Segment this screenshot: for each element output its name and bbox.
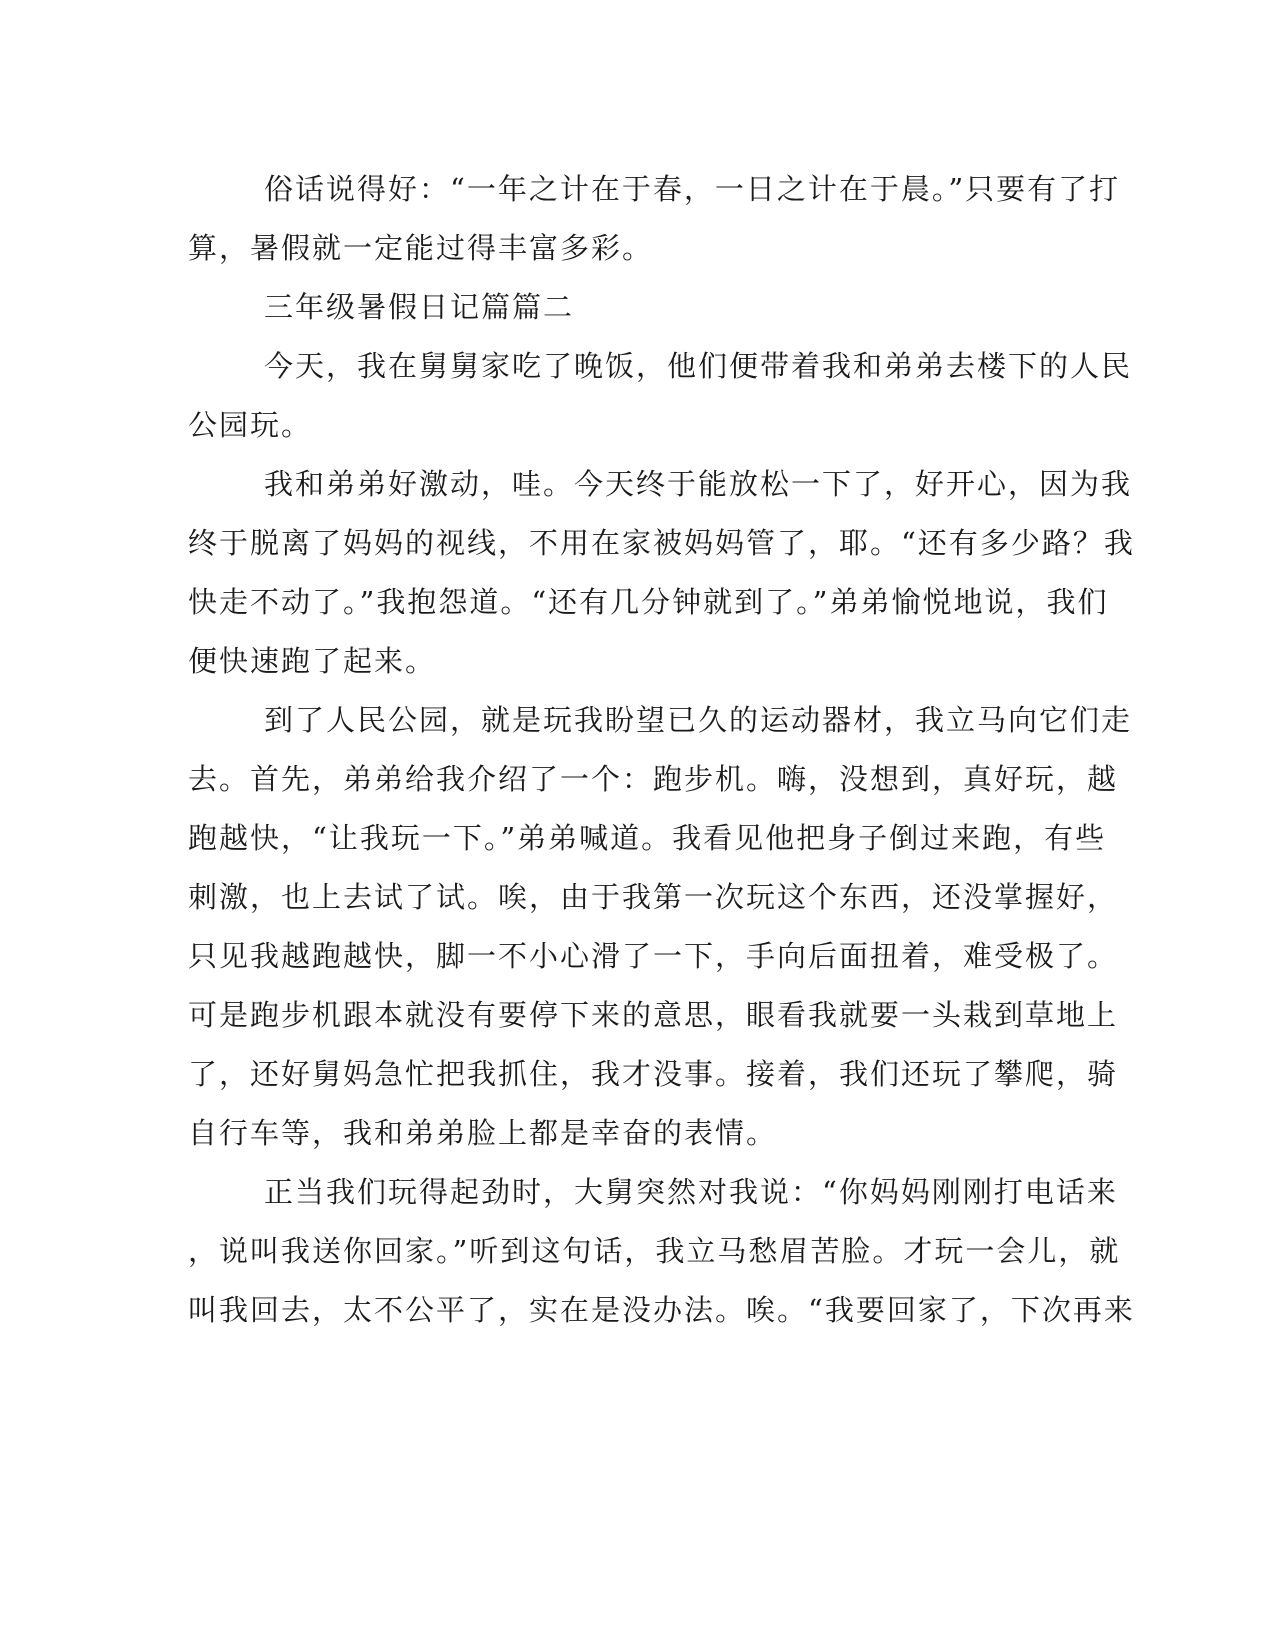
paragraph-line: 刺激，也上去试了试。唉，由于我第一次玩这个东西，还没掌握好，	[188, 880, 1119, 914]
paragraph-line: 俗话说得好：“一年之计在于春，一日之计在于晨。”只要有了打	[264, 172, 1121, 206]
paragraph-line: 了，还好舅妈急忙把我抓住，我才没事。接着，我们还玩了攀爬，骑	[188, 1057, 1119, 1091]
paragraph-line: 叫我回去，太不公平了，实在是没办法。唉。“我要回家了，下次再来	[188, 1293, 1135, 1327]
section-heading: 三年级暑假日记篇篇二	[264, 290, 575, 324]
paragraph-line: 便快速跑了起来。	[188, 644, 437, 678]
paragraph-line: 正当我们玩得起劲时，大舅突然对我说：“你妈妈刚刚打电话来	[264, 1175, 1118, 1209]
paragraph-line: 只见我越跑越快，脚一不小心滑了一下，手向后面扭着，难受极了。	[188, 939, 1119, 973]
paragraph-line: 公园玩。	[188, 408, 313, 442]
paragraph-line: 我和弟弟好激动，哇。今天终于能放松一下了，好开心，因为我	[264, 467, 1133, 501]
paragraph-line: 算，暑假就一定能过得丰富多彩。	[188, 231, 654, 265]
paragraph-line: 可是跑步机跟本就没有要停下来的意思，眼看我就要一头栽到草地上	[188, 998, 1119, 1032]
paragraph-line: 终于脱离了妈妈的视线，不用在家被妈妈管了，耶。“还有多少路？我	[188, 526, 1135, 560]
paragraph-line: ，说叫我送你回家。”听到这句话，我立马愁眉苦脸。才玩一会儿，就	[188, 1234, 1121, 1268]
paragraph-line: 去。首先，弟弟给我介绍了一个：跑步机。嗨，没想到，真好玩，越	[188, 762, 1119, 796]
paragraph-line: 到了人民公园，就是玩我盼望已久的运动器材，我立马向它们走	[264, 703, 1133, 737]
paragraph-line: 今天，我在舅舅家吃了晚饭，他们便带着我和弟弟去楼下的人民	[264, 349, 1133, 383]
paragraph-line: 自行车等，我和弟弟脸上都是幸奋的表情。	[188, 1116, 778, 1150]
article-body	[188, 160, 1135, 1340]
paragraph-line: 跑越快，“让我玩一下。”弟弟喊道。我看见他把身子倒过来跑，有些	[188, 821, 1107, 855]
paragraph-line: 快走不动了。”我抱怨道。“还有几分钟就到了。”弟弟愉悦地说，我们	[188, 585, 1109, 619]
